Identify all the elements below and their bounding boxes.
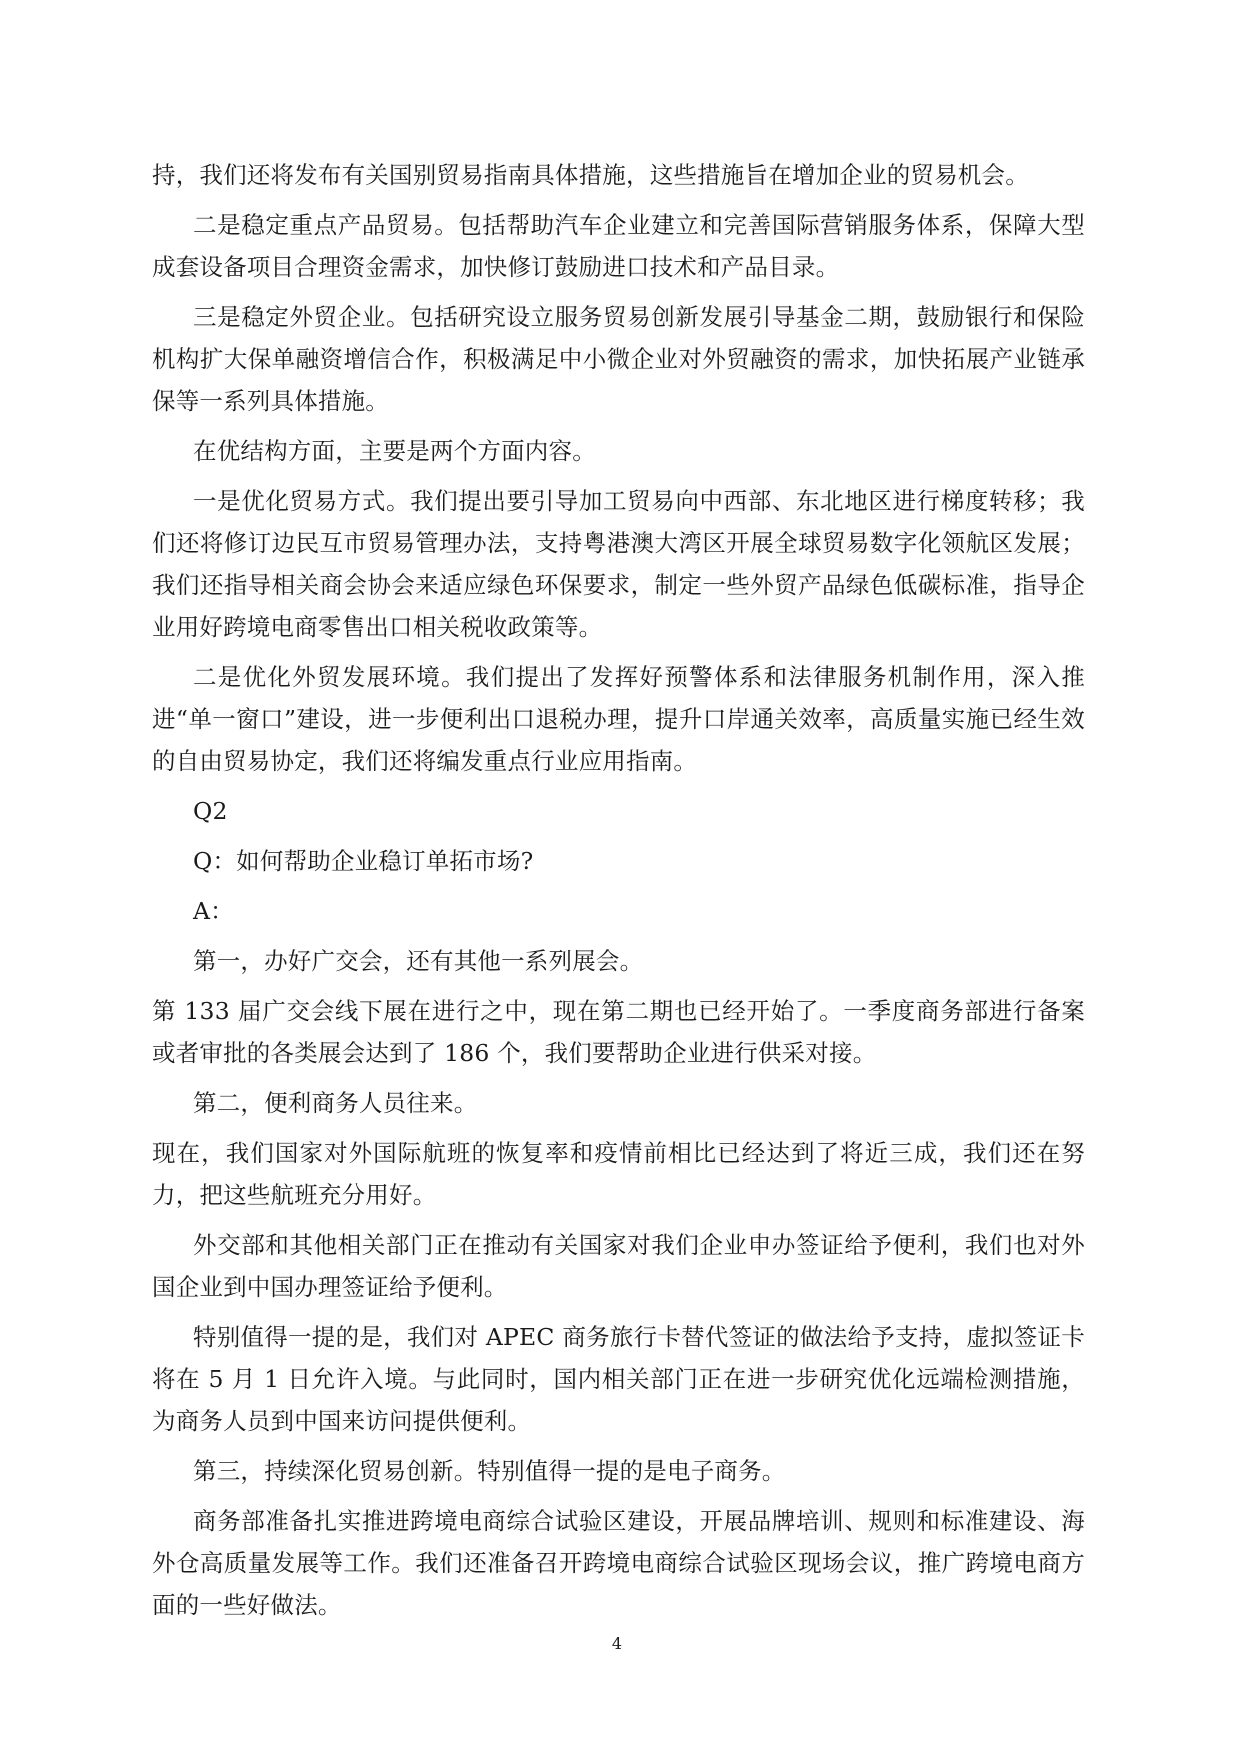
answer-point-1-heading: 第一，办好广交会，还有其他一系列展会。 bbox=[193, 947, 644, 975]
page-number: 4 bbox=[611, 1634, 623, 1653]
paragraph-1: 持，我们还将发布有关国别贸易指南具体措施，这些措施旨在增加企业的贸易机会。 bbox=[152, 161, 1029, 189]
answer-label: A： bbox=[193, 897, 234, 925]
question-text: Q：如何帮助企业稳订单拓市场? bbox=[193, 847, 534, 875]
answer-point-1-body: 第 133 届广交会线下展在进行之中，现在第二期也已经开始了。一季度商务部进行备案或者审批的各类展会达到了 186 个，我们要帮助企业进行供采对接。 bbox=[152, 997, 1085, 1067]
document-body bbox=[152, 154, 1085, 1626]
paragraph-apec: 特别值得一提的是，我们对 APEC 商务旅行卡替代签证的做法给予支持，虚拟签证卡将在 5 月 1 日允许入境。与此同时，国内相关部门正在进一步研究优化远端检测措施，为商务人员到中国来访问提供便利。 bbox=[152, 1323, 1085, 1435]
answer-point-3-heading: 第三，持续深化贸易创新。特别值得一提的是电子商务。 bbox=[193, 1457, 786, 1485]
answer-point-2-body: 现在，我们国家对外国际航班的恢复率和疫情前相比已经达到了将近三成，我们还在努力，把这些航班充分用好。 bbox=[152, 1139, 1085, 1209]
answer-point-2-heading: 第二，便利商务人员往来。 bbox=[193, 1089, 478, 1117]
paragraph-6: 二是优化外贸发展环境。我们提出了发挥好预警体系和法律服务机制作用，深入推进“单一窗口”建设，进一步便利出口退税办理，提升口岸通关效率，高质量实施已经生效的自由贸易协定，我们还将编发重点行业应用指南。 bbox=[152, 663, 1085, 775]
question-label: Q2 bbox=[193, 797, 228, 825]
paragraph-ecommerce: 商务部准备扎实推进跨境电商综合试验区建设，开展品牌培训、规则和标准建设、海外仓高质量发展等工作。我们还准备召开跨境电商综合试验区现场会议，推广跨境电商方面的一些好做法。 bbox=[152, 1507, 1085, 1619]
paragraph-2: 二是稳定重点产品贸易。包括帮助汽车企业建立和完善国际营销服务体系，保障大型成套设备项目合理资金需求，加快修订鼓励进口技术和产品目录。 bbox=[152, 211, 1085, 281]
paragraph-3: 三是稳定外贸企业。包括研究设立服务贸易创新发展引导基金二期，鼓励银行和保险机构扩大保单融资增信合作，积极满足中小微企业对外贸融资的需求，加快拓展产业链承保等一系列具体措施。 bbox=[152, 303, 1085, 415]
paragraph-5: 一是优化贸易方式。我们提出要引导加工贸易向中西部、东北地区进行梯度转移；我们还将修订边民互市贸易管理办法，支持粤港澳大湾区开展全球贸易数字化领航区发展；我们还指导相关商会协会来适应绿色环保要求，制定一些外贸产品绿色低碳标准，指导企业用好跨境电商零售出口相关税收政策等。 bbox=[152, 487, 1085, 641]
paragraph-4: 在优结构方面，主要是两个方面内容。 bbox=[193, 437, 596, 465]
paragraph-visa: 外交部和其他相关部门正在推动有关国家对我们企业申办签证给予便利，我们也对外国企业到中国办理签证给予便利。 bbox=[152, 1231, 1085, 1301]
